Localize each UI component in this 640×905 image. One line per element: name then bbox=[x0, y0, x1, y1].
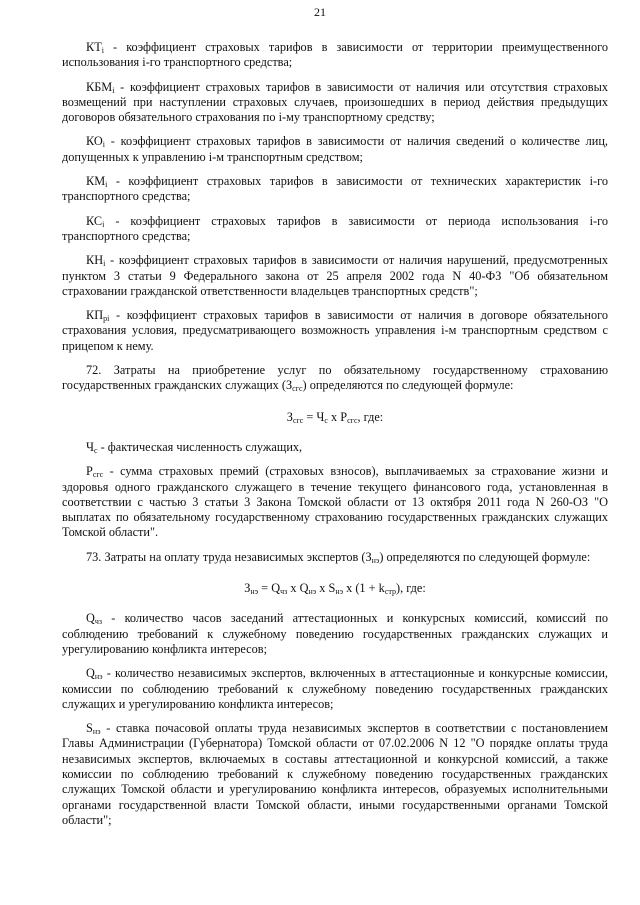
formula-73: $З_{нэ} = Q_{чз}$ х $Q_{нэ}$ х $S_{нэ}$ х $(1 + k_{стр})$, где: bbox=[244, 581, 426, 597]
definition-kt: $КТ_i$ - коэффициент страховых тарифов в зависимости от территории преимущественного использования i-го транспортного средства; bbox=[62, 40, 608, 70]
definition-ks: $КС_i$ - коэффициент страховых тарифов в зависимости от периода использования i-го транспортного средства; bbox=[62, 213, 608, 243]
definition-ch: $Ч_с$ - фактическая численность служащих, bbox=[86, 439, 303, 455]
definition-r: $Р_{сгс}$ - сумма страховых премий (страховых взносов), выплачиваемых за страхование жизни и здоровья одного гражданского служащего в течение текущего финансового года, установленная в соответствии с частью 3 статьи 3 Закона Томской области от 13 октября 2011 года N 260-ОЗ "О выплатах по обязательному государственному страхованию государственных гражданских служащих Томской области". bbox=[62, 464, 608, 540]
definition-kpr: $КП_{рi}$ - коэффициент страховых тарифов в зависимости от наличия в договоре обязательного страхования условия, предусматривающего возможность управления i-м транспортным средством с прицепом к нему. bbox=[62, 308, 608, 353]
definition-qch: $Q_{чз}$ - количество часов заседаний аттестационных и конкурсных комиссий, комиссий по соблюдению требований к служебному поведению государственных гражданских служащих и урегулированию конфликта интересов; bbox=[62, 611, 608, 656]
formula-72: $З_{сгс} = Ч_с$ х $Р_{сгс}$, где: bbox=[286, 409, 384, 425]
page-body bbox=[62, 40, 608, 837]
definition-km: $КМ_i$ - коэффициент страховых тарифов в зависимости от технических характеристик i-го транспортного средства; bbox=[62, 174, 608, 204]
definition-kbm: $КБМ_i$ - коэффициент страховых тарифов в зависимости от наличия или отсутствия страховых возмещений при наступлении страховых случаев, произошедших в период действия предыдущих договоров обязательного страхования по i-му транспортному средству; bbox=[62, 79, 608, 125]
definition-ko: $КО_i$ - коэффициент страховых тарифов в зависимости от наличия сведений о количестве лиц, допущенных к управлению i-м транспортным средством; bbox=[62, 134, 608, 164]
definition-sn: $S_{нэ}$ - ставка почасовой оплаты труда независимых экспертов в соответствии с постановлением Главы Администрации (Губернатора) Томской области от 07.02.2006 N 12 "О порядке оплаты труда независимых экспертов, включаемых в составы аттестационной и конкурсной комиссий, а также комиссии по соблюдению требований к служебному поведению государственных гражданских служащих Томской области и урегулированию конфликта интересов, образуемых исполнительными органами государственной власти Томской области, иными государственными органами Томской области"; bbox=[62, 721, 608, 827]
definition-qn: $Q_{нэ}$ - количество независимых экспертов, включенных в аттестационные и конкурсные комиссии, комиссии по соблюдению требований к служебному поведению государственных гражданских служащих и урегулированию конфликта интересов; bbox=[62, 666, 608, 711]
clause-72: 72. Затраты на приобретение услуг по обязательному государственному страхованию государственных гражданских служащих $(З_{сгс})$ определяются по следующей формуле: bbox=[62, 363, 608, 394]
definition-kn: $КН_i$ - коэффициент страховых тарифов в зависимости от наличия нарушений, предусмотренных пунктом 3 статьи 9 Федерального закона от 25 апреля 2002 года N 40-ФЗ "Об обязательном страховании гражданской ответственности владельцев транспортных средств"; bbox=[62, 253, 608, 298]
clause-73: 73. Затраты на оплату труда независимых экспертов $(З_{нэ})$ определяются по следующей формуле: bbox=[86, 549, 591, 565]
page-number: 21 bbox=[314, 5, 326, 19]
